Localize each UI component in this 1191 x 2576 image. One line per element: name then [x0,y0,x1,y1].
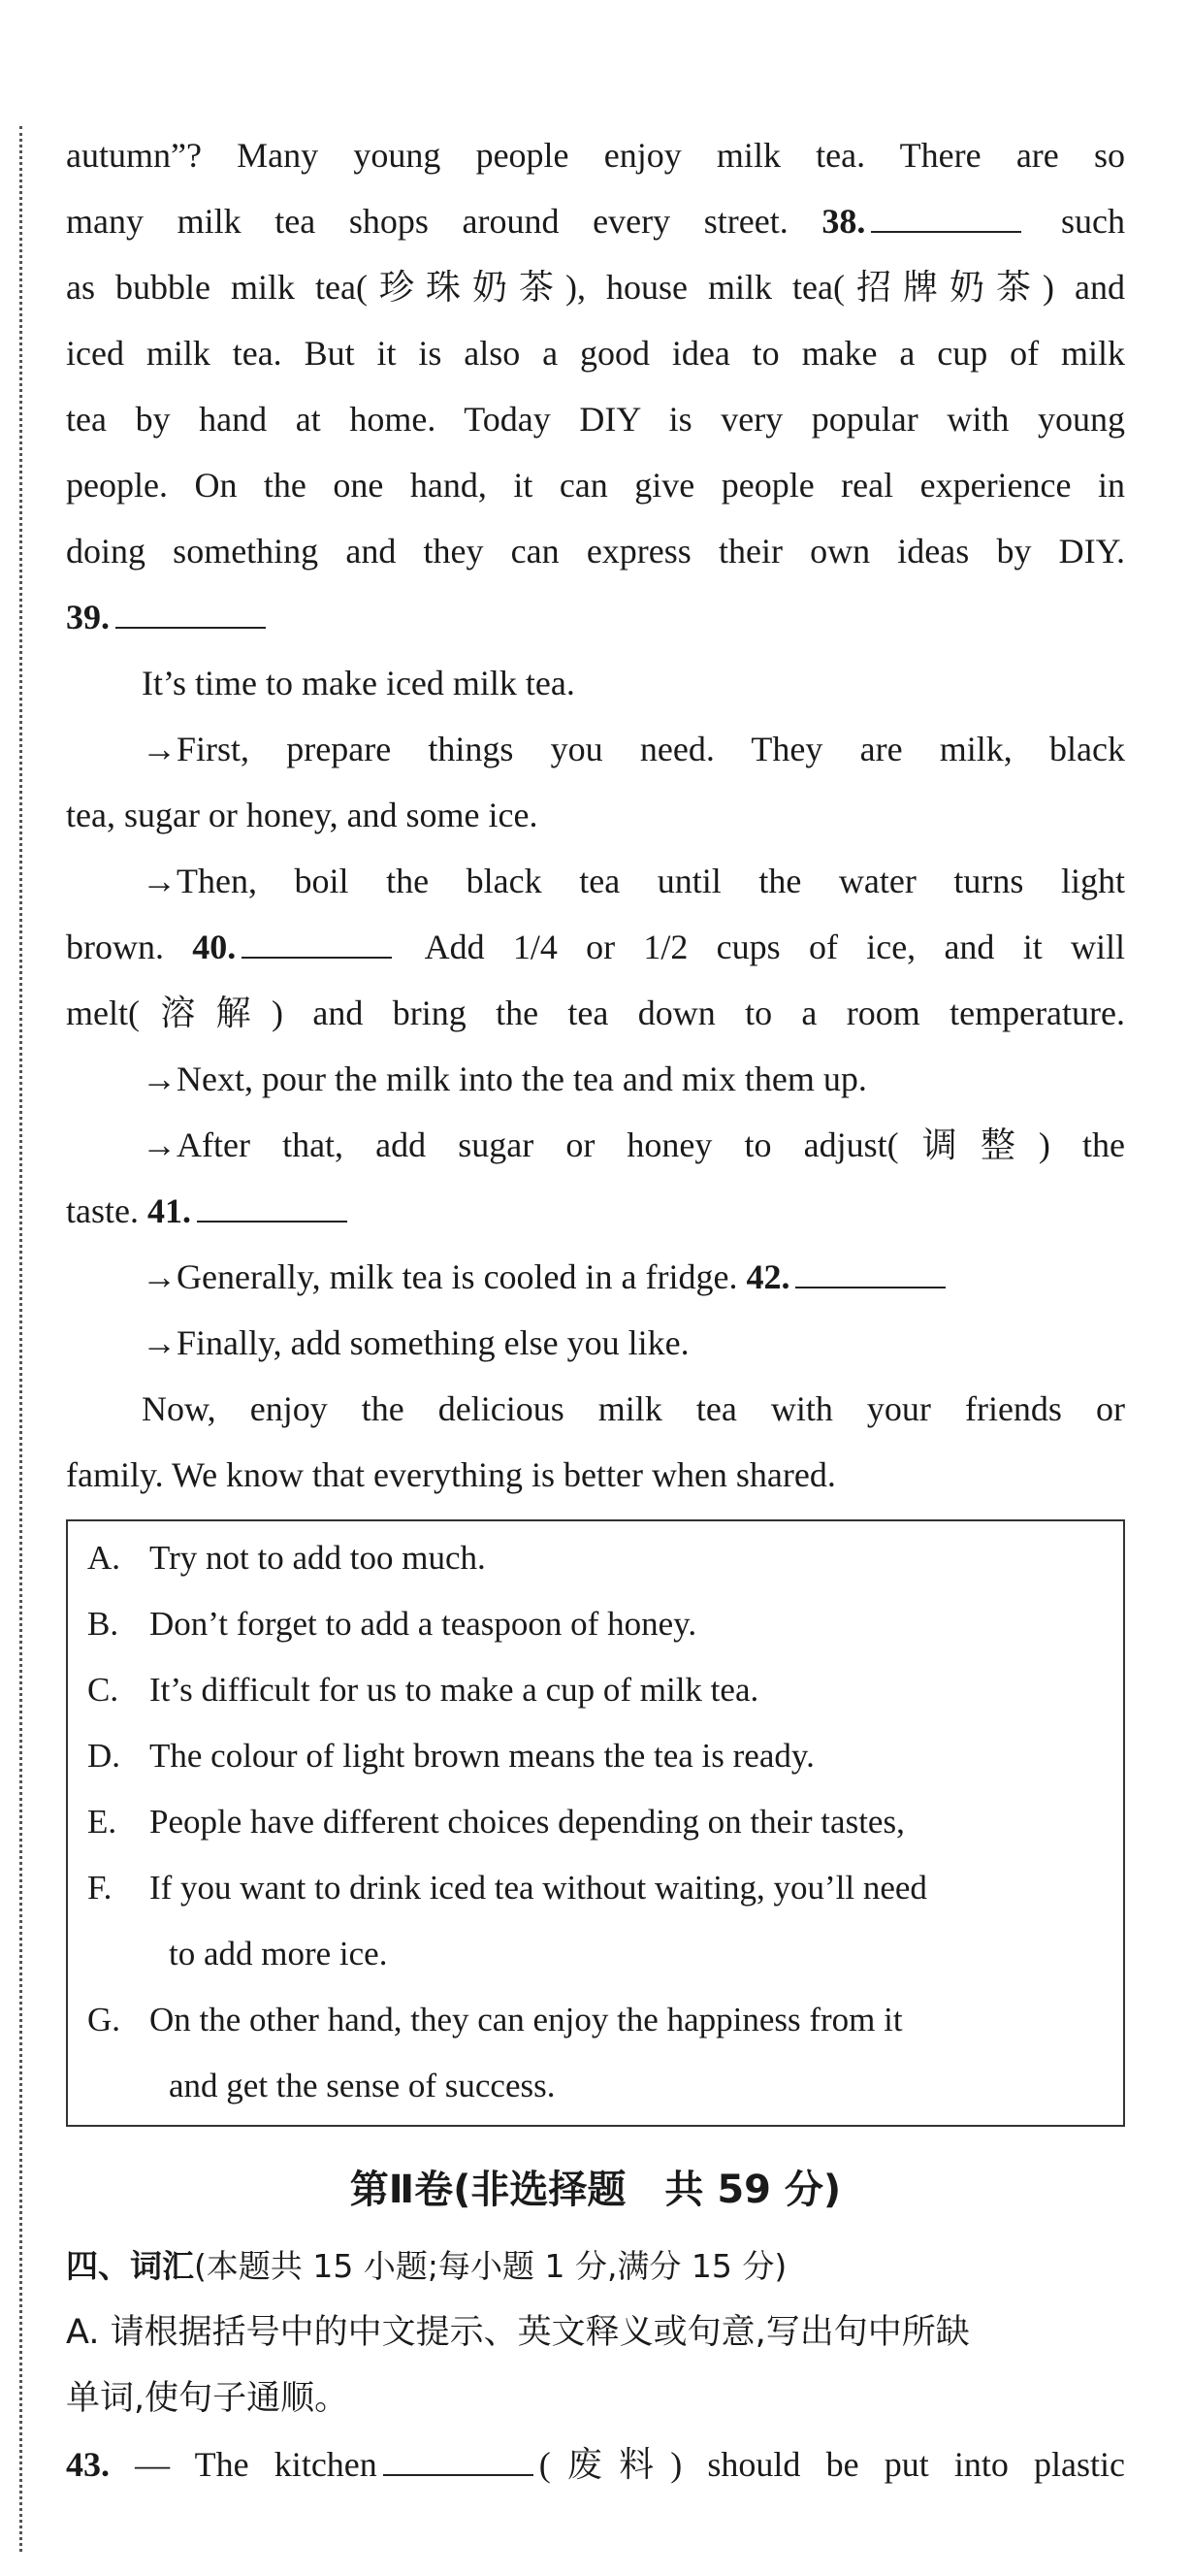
answer-blank-41[interactable] [197,1190,347,1223]
question-39-line [66,584,1125,650]
step-finally: →Finally, add something else you like. [142,1323,690,1362]
step-next: →Next, pour the milk into the tea and mix them up. [142,1060,867,1098]
option-f: F. If you want to drink iced tea without waiting, you’ll need [87,1869,927,1907]
option-a: A. Try not to add too much. [87,1539,486,1577]
closing-line: family. We know that everything is better when shared. [66,1455,836,1494]
step-first: →First, prepare things you need. They are milk, black [142,730,1125,768]
option-e: E. People have different choices depending on their tastes, [87,1803,905,1841]
question-number-43: 43. [66,2445,110,2484]
option-d: D. The colour of light brown means the tea is ready. [87,1737,815,1775]
part-a-instruction-cont: 单词,使句子通顺。 [66,2379,349,2418]
question-number-39: 39. [66,598,110,636]
step-intro: It’s time to make iced milk tea. [142,664,575,702]
section-title: 第Ⅱ卷(非选择题 共 59 分) [349,2168,842,2212]
step-generally-42: →Generally, milk tea is cooled in a fridge. 42. [66,1244,1125,1310]
question-number-42: 42. [746,1257,790,1296]
option-g-cont: and get the sense of success. [169,2067,556,2104]
step-then: →Then, boil the black tea until the water turns light [142,862,1125,900]
passage-line: as bubble milk tea(珍珠奶茶), house milk tea(招牌奶茶) and [66,268,1125,307]
question-43-line: 43. — The kitchen (废料) should be put into plastic [66,2445,1126,2484]
margin-dotted-rule [19,126,22,2552]
passage-line: iced milk tea. But it is also a good idea to make a cup of milk [66,334,1125,373]
step-after: →After that, add sugar or honey to adjust(调整) the [142,1125,1125,1164]
step-after-41: taste. 41. [66,1178,1125,1244]
question-number-41: 41. [146,1191,191,1230]
part-four-heading: 四、词汇(本题共 15 小题;每小题 1 分,满分 15 分) [66,2247,788,2285]
step-first-cont: tea, sugar or honey, and some ice. [66,796,538,834]
answer-blank-38[interactable] [871,200,1021,233]
passage-line: tea by hand at home. Today DIY is very popular with young [66,400,1125,439]
answer-blank-40[interactable] [241,926,392,959]
option-g: G. On the other hand, they can enjoy the happiness from it [87,2001,903,2038]
passage-line: autumn”? Many young people enjoy milk tea. There are so [66,136,1125,175]
passage-line: doing something and they can express their own ideas by DIY. [66,532,1125,571]
question-number-38: 38. [821,202,866,241]
answer-blank-39[interactable] [115,596,266,629]
answer-blank-42[interactable] [795,1255,946,1288]
answer-blank-43[interactable] [383,2443,533,2476]
passage-line: people. On the one hand, it can give people real experience in [66,466,1125,505]
step-then-40: brown. 40. Add 1/4 or 1/2 cups of ice, and it will [66,928,1125,966]
option-c: C. It’s difficult for us to make a cup of milk tea. [87,1671,759,1709]
part-a-instruction: A. 请根据括号中的中文提示、英文释义或句意,写出句中所缺 [66,2313,970,2352]
option-b: B. Don’t forget to add a teaspoon of honey. [87,1605,697,1643]
options-box [66,1519,1125,2127]
exam-page [66,122,1125,2497]
question-number-40: 40. [192,928,237,966]
closing-line: Now, enjoy the delicious milk tea with your friends or [142,1389,1125,1428]
step-then-cont: melt(溶解) and bring the tea down to a room temperature. [66,994,1125,1032]
passage-line-38: many milk tea shops around every street. 38. such [66,202,1126,241]
option-f-cont: to add more ice. [169,1935,388,1973]
